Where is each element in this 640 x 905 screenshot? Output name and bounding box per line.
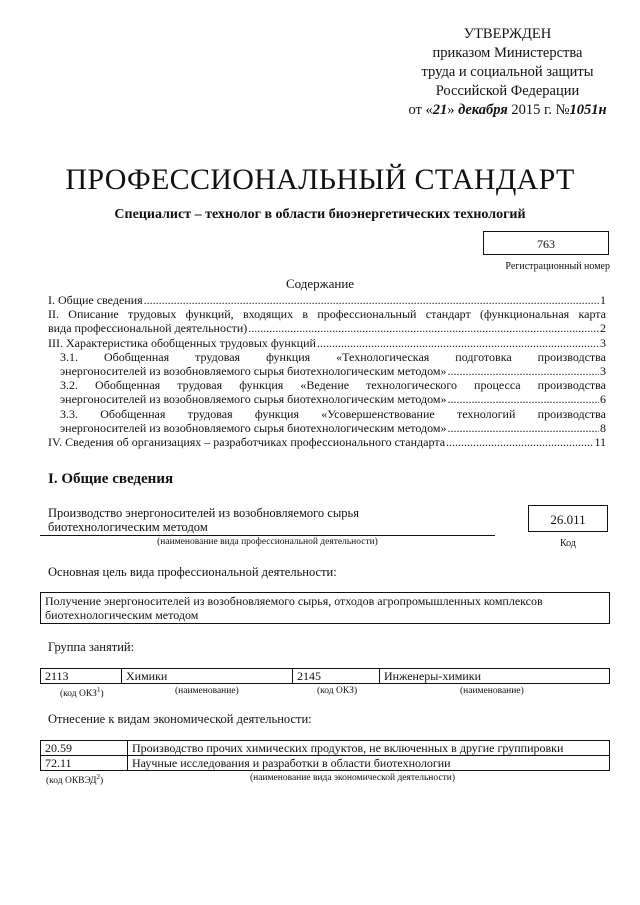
toc-item-cont: энергоносителей из возобновляемого сырья биотехнологическим методом» ..... 8 bbox=[48, 421, 606, 435]
approval-block bbox=[395, 25, 620, 120]
okz-code-cell: 2145 bbox=[293, 669, 380, 684]
toc-item-cont: энергоносителей из возобновляемого сырья биотехнологическим методом» ..... 6 bbox=[48, 392, 606, 406]
toc-item[interactable]: III. Характеристика обобщенных трудовых функций ..... 3 bbox=[48, 336, 606, 350]
approval-line-4: Российской Федерации bbox=[435, 83, 580, 99]
activity-underline bbox=[40, 535, 495, 536]
registration-number-box: 763 bbox=[483, 231, 609, 255]
okz-name-cell: Инженеры-химики bbox=[380, 669, 610, 684]
toc-item[interactable]: 3.2. Обобщенная трудовая функция «Ведение технологического процесса производства bbox=[60, 378, 606, 393]
handwritten-number: 1051н bbox=[569, 102, 607, 118]
okz-code-cell: 2113 bbox=[41, 669, 122, 684]
occupation-group-label: Группа занятий: bbox=[48, 640, 135, 654]
activity-caption: (наименование вида профессиональной деятельности) bbox=[157, 537, 378, 547]
table-row bbox=[41, 741, 610, 756]
toc-title: Содержание bbox=[285, 276, 355, 291]
handwritten-month: декабря bbox=[458, 102, 508, 118]
okz-name-caption: (наименование) bbox=[175, 686, 239, 696]
approval-line-1: УТВЕРЖДЕН bbox=[463, 26, 552, 42]
okved-code-cell: 72.11 bbox=[41, 756, 128, 771]
toc-item[interactable]: II. Описание трудовых функций, входящих в профессиональный стандарт (функциональная карта вида профессиональной деятельности) ..... 2 bbox=[48, 307, 606, 335]
toc-item[interactable]: 3.1. Обобщенная трудовая функция «Технологическая подготовка производства bbox=[60, 349, 606, 364]
okz-code-caption: (код ОКЗ) bbox=[317, 686, 358, 696]
okz-name-cell: Химики bbox=[122, 669, 293, 684]
okz-name-caption: (наименование) bbox=[460, 686, 524, 696]
toc-item[interactable]: 3.3. Обобщенная трудовая функция «Усовершенствование технологий производства bbox=[60, 406, 606, 421]
occupation-group-table bbox=[40, 668, 610, 684]
toc-item[interactable]: I. Общие сведения ..... 1 bbox=[48, 293, 606, 307]
okved-table bbox=[40, 740, 610, 771]
registration-number-label: Регистрационный номер bbox=[505, 261, 610, 272]
okved-code-cell: 20.59 bbox=[41, 741, 128, 756]
purpose-box: Получение энергоносителей из возобновляемого сырья, отходов агропромышленных комплексов биотехнологическим методом bbox=[40, 592, 610, 624]
approval-line-3: труда и социальной защиты bbox=[421, 64, 594, 80]
okved-name-caption: (наименование вида экономической деятельности) bbox=[250, 773, 455, 783]
okved-name-cell: Производство прочих химических продуктов, не включенных в другие группировки bbox=[128, 741, 610, 756]
approval-date-line: от «21» декабря 2015 г. №1051н bbox=[408, 102, 607, 118]
purpose-label: Основная цель вида профессиональной деятельности: bbox=[48, 565, 337, 579]
activity-name: Производство энергоносителей из возобновляемого сырья биотехнологическим методом bbox=[48, 506, 359, 534]
table-row bbox=[41, 669, 610, 684]
table-row bbox=[41, 756, 610, 771]
toc-item[interactable]: IV. Сведения об организациях – разработчиках профессионального стандарта ..... 11 bbox=[48, 435, 606, 449]
activity-code-box: 26.011 bbox=[528, 505, 608, 532]
handwritten-day: 21 bbox=[432, 102, 448, 118]
section-heading: I. Общие сведения bbox=[48, 471, 174, 487]
document-title: ПРОФЕССИОНАЛЬНЫЙ СТАНДАРТ bbox=[65, 163, 575, 196]
activity-code-caption: Код bbox=[560, 538, 576, 549]
okved-label: Отнесение к видам экономической деятельности: bbox=[48, 712, 312, 726]
approval-line-2: приказом Министерства bbox=[432, 45, 583, 61]
table-of-contents bbox=[48, 293, 606, 449]
okved-code-caption: (код ОКВЭД$^2$) bbox=[46, 773, 104, 787]
toc-item-cont: энергоносителей из возобновляемого сырья биотехнологическим методом» ..... 3 bbox=[48, 364, 606, 378]
document-subtitle: Специалист – технолог в области биоэнергетических технологий bbox=[114, 207, 526, 222]
okved-name-cell: Научные исследования и разработки в области биотехнологии bbox=[128, 756, 610, 771]
okz-code-caption: (код ОКЗ$^1$) bbox=[60, 686, 104, 700]
